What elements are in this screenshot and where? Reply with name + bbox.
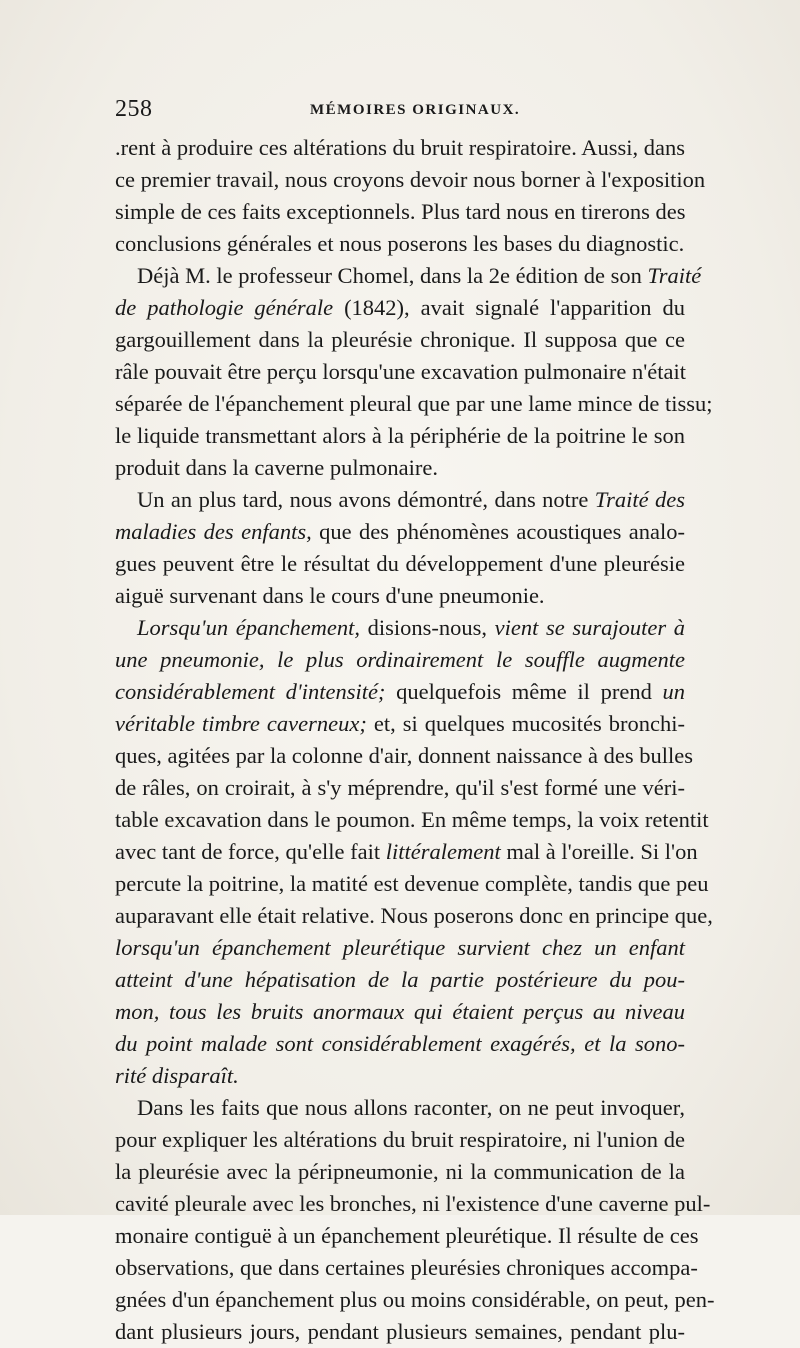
text-line [115, 132, 685, 164]
text-line [115, 580, 685, 612]
text-line [115, 1028, 685, 1060]
text-line [115, 388, 713, 420]
text-line [115, 772, 685, 804]
italic-text: atteint d'une hépatisation de la partie postérieure du pou- [115, 967, 685, 992]
text-line [115, 1092, 685, 1124]
text-line [115, 516, 685, 548]
text-line [115, 868, 709, 900]
italic-text: un [662, 679, 686, 704]
text-line [115, 932, 685, 964]
text-segment: .rent à produire ces altérations du bruit respiratoire. Aussi, dans [115, 135, 685, 160]
text-line [115, 228, 685, 260]
text-segment: Dans les faits que nous allons raconter, on ne peut invoquer, [137, 1095, 685, 1120]
text-line [115, 964, 685, 996]
text-segment: table excavation dans le poumon. En même temps, la voix retentit [115, 807, 709, 832]
text-segment: gargouillement dans la pleurésie chronique. Il supposa que ce [115, 327, 685, 352]
text-segment: disions-nous, [360, 615, 495, 640]
italic-text: Traité des [594, 487, 685, 512]
text-segment: Déjà M. le professeur Chomel, dans la 2e édition de son [137, 263, 648, 288]
italic-text: de pathologie générale [115, 295, 334, 320]
text-line [115, 1220, 699, 1252]
text-line [115, 836, 698, 868]
text-segment: produit dans la caverne pulmonaire. [115, 455, 439, 480]
text-line [115, 548, 685, 580]
text-line [115, 196, 685, 228]
body-text [115, 132, 715, 1348]
text-line [115, 292, 685, 324]
text-segment: quelquefois même il prend [385, 679, 663, 704]
text-segment: avec tant de force, qu'elle fait [115, 839, 386, 864]
italic-text: littéralement [385, 839, 501, 864]
italic-text: une pneumonie, le plus ordinairement le souffle augmente [115, 647, 685, 672]
text-line [115, 644, 685, 676]
text-segment: aiguë survenant dans le cours d'une pneumonie. [115, 583, 545, 608]
text-segment: ce premier travail, nous croyons devoir nous borner à l'exposition [115, 167, 706, 192]
text-segment: (1842), avait signalé l'apparition du [333, 295, 685, 320]
text-segment: auparavant elle était relative. Nous poserons donc en principe que, [115, 903, 713, 928]
text-line [115, 676, 685, 708]
text-segment: gnées d'un épanchement plus ou moins considérable, on peut, pen- [115, 1287, 715, 1312]
text-line [115, 1156, 685, 1188]
text-line [115, 356, 685, 388]
text-line [115, 708, 685, 740]
text-segment: la pleurésie avec la péripneumonie, ni la communication de la [115, 1159, 685, 1184]
text-line [115, 420, 685, 452]
text-line [115, 164, 706, 196]
italic-text: considérablement d'intensité; [115, 679, 386, 704]
text-line [115, 484, 685, 516]
text-line [115, 740, 693, 772]
text-line [115, 1060, 685, 1092]
text-segment: conclusions générales et nous poserons les bases du diagnostic. [115, 231, 685, 256]
italic-text: véritable timbre caverneux; [115, 711, 367, 736]
text-segment: de râles, on croirait, à s'y méprendre, qu'il s'est formé une véri- [115, 775, 685, 800]
text-line [115, 804, 709, 836]
text-line [115, 1284, 715, 1316]
text-segment: pour expliquer les altérations du bruit respiratoire, ni l'union de [115, 1127, 685, 1152]
text-segment: et, si quelques mucosités bronchi- [366, 711, 685, 736]
text-segment: cavité pleurale avec les bronches, ni l'existence d'une caverne pul- [115, 1191, 711, 1216]
text-segment: gues peuvent être le résultat du développement d'une pleurésie [115, 551, 685, 576]
text-line [115, 996, 685, 1028]
text-line [115, 1188, 711, 1220]
page-header [115, 96, 685, 130]
text-segment: dant plusieurs jours, pendant plusieurs semaines, pendant plu- [115, 1319, 685, 1344]
text-segment: ques, agitées par la colonne d'air, donnent naissance à des bulles [115, 743, 693, 768]
text-line [115, 612, 685, 644]
text-segment: le liquide transmettant alors à la périphérie de la poitrine le son [115, 423, 685, 448]
text-segment: percute la poitrine, la matité est devenue complète, tandis que peu [115, 871, 709, 896]
running-head: MÉMOIRES ORIGINAUX. [310, 102, 521, 118]
italic-text: mon, tous les bruits anormaux qui étaient perçus au niveau [115, 999, 685, 1024]
text-segment: râle pouvait être perçu lorsqu'une excavation pulmonaire n'était [115, 359, 687, 384]
italic-text: rité disparaît. [115, 1063, 239, 1088]
text-line [115, 1124, 685, 1156]
text-line [115, 1316, 685, 1348]
text-segment: monaire contiguë à un épanchement pleurétique. Il résulte de ces [115, 1223, 699, 1248]
italic-text: du point malade sont considérablement exagérés, et la sono- [115, 1031, 685, 1056]
text-line [115, 260, 702, 292]
italic-text: maladies des enfants, [115, 519, 312, 544]
italic-text: lorsqu'un épanchement pleurétique survient chez un enfant [115, 935, 685, 960]
text-segment: Un an plus tard, nous avons démontré, dans notre [137, 487, 595, 512]
text-line [115, 452, 685, 484]
text-segment: observations, que dans certaines pleurésies chroniques accompa- [115, 1255, 698, 1280]
text-segment: que des phénomènes acoustiques analo- [311, 519, 685, 544]
italic-text: Lorsqu'un épanchement, [137, 615, 361, 640]
page-number: 258 [115, 96, 153, 122]
italic-text: vient se surajouter à [494, 615, 685, 640]
text-line [115, 1252, 698, 1284]
text-segment: simple de ces faits exceptionnels. Plus tard nous en tirerons des [115, 199, 686, 224]
text-line [115, 324, 685, 356]
text-line [115, 900, 713, 932]
italic-text: Traité [647, 263, 702, 288]
text-segment: séparée de l'épanchement pleural que par une lame mince de tissu; [115, 391, 713, 416]
text-segment: mal à l'oreille. Si l'on [500, 839, 698, 864]
